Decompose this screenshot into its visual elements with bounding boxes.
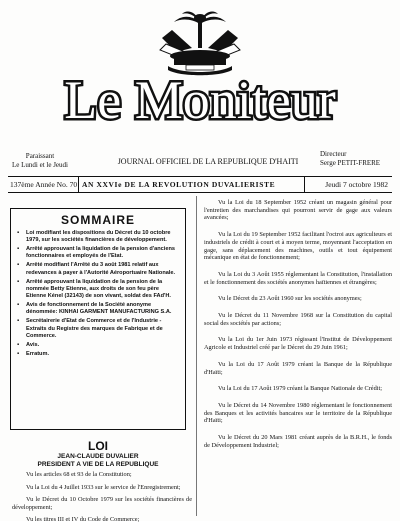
vu-paragraph: Vu le Décret du 14 Novembre 1980 réglementant le fonctionnement des Banques et les activités bancaires sur le territoire de la République d'Haïti; [204,401,392,425]
sommaire-box [10,208,186,430]
sommaire-title: SOMMAIRE [61,213,135,227]
vu-paragraph: Vu les titres III et IV du Code de Commerce; [26,516,140,524]
masthead-title [20,66,380,130]
vu-paragraph: Vu le Décret du 20 Mars 1981 créant auprès de la B.R.H., le fonds de Développement Industriel; [204,434,392,449]
loi-body-right [204,199,392,458]
column-divider [196,196,197,516]
journal-subtitle: JOURNAL OFFICIEL DE LA REPUBLIQUE D'HAITI [117,157,299,166]
loi-heading [10,440,186,469]
frequency-days: Le Lundi et le Jeudi [12,161,68,169]
sommaire-item: ▪ Arrêté approuvant la liquidation de la pension de la nommée Betty Etienne, aux droits de son feu père Etienne Kénel (32143) de son vivant, soldat des FAd'H. [17,279,179,301]
vu-paragraph: Vu le Décret du 10 Octobre 1979 sur les sociétés financières de développement; [12,496,192,511]
vu-paragraph: Vu la Loi du 18 September 1952 créant un magasin général pour l'entretien des marchandises qui pourront servir de gage aux valeurs avancées; [204,199,392,222]
loi-president-title: PRESIDENT A VIE DE LA REPUBLIQUE [37,461,159,468]
loi-title: LOI [88,439,108,453]
vu-paragraph: Vu la Loi du 4 Juillet 1933 sur le service de l'Enregistrement; [26,483,181,491]
director-name: Serge PETIT-FRERE [320,159,381,167]
sommaire-item: ▪ Erratum. [17,351,179,358]
sommaire-item: ▪ Arrêté approuvant la liquidation de la pension d'anciens fonctionnaires et employés de l'Etat. [17,246,179,261]
vu-paragraph: Vu la Loi du 17 Août 1979 créant la Banque Nationale de Crédit; [218,385,382,393]
frequency-label: Paraissant [25,152,55,160]
vu-paragraph: Vu la Loi du 1er Juin 1973 régissant l'Institut de Développement Agricole et Industriel créé par le Décret du 29 Juin 1961; [204,336,392,352]
vu-paragraph: Vu la Loi du 3 Août 1955 réglementant la Constitution, l'installation et le fonctionnement des sociétés anonymes haïtiennes et étrangères; [204,270,392,286]
sommaire-item: ▪ Secrétairerie d'Etat de Commerce et de l'Industrie - Extraits du Registre des marques de Fabrique et de Commerce. [17,318,179,340]
vu-paragraph: Vu le Décret du 11 Novembre 1968 sur la Constitution du capital social des sociétés par actions; [204,312,392,327]
issue-bar [8,176,392,193]
issue-bar-separator [304,177,305,192]
vu-paragraph: Vu les articles 68 et 93 de la Constitution; [26,471,132,478]
director-label: Directeur [320,150,347,158]
vu-paragraph: Vu le Décret du 23 Août 1960 sur les sociétés anonymes; [218,295,362,303]
issue-motto: AN XXVIe DE LA REVOLUTION DUVALIERISTE [82,180,276,189]
sommaire-item: ▪ Avis de fonctionnement de la Société anonyme dénommée: KINHAI GARMENT MANUFACTURING S.A. [17,302,179,317]
loi-president-name: JEAN-CLAUDE DUVALIER [57,453,139,460]
issue-date: Jeudi 7 octobre 1982 [325,180,388,189]
vu-paragraph: Vu la Loi du 19 September 1952 facilitant l'octroi aux agriculteurs et industriels de crédit à court et à moyen terme, moyennant l'acceptation en gage, sans déplacement des machines, outils et tout équipement mécanique en état de fonctionnement; [204,231,392,262]
issue-number: 137ème Année No. 70 [10,180,78,189]
sommaire-item: ▪ Arrêté modifiant l'Arrêté du 3 août 1981 relatif aux redevances à payer à l'Autorité Aéroportuaire Nationale. [17,262,179,277]
vu-paragraph: Vu la Loi du 17 Août 1979 créant la Banque de la République d'Haïti; [204,360,392,376]
masthead-title-text: Le Moniteur [64,70,336,130]
publication-frequency [12,152,68,170]
sommaire-list [17,230,179,358]
issue-bar-separator [78,177,79,192]
sommaire-item: ▪ Loi modifiant les dispositions du Décret du 10 octobre 1979, sur les sociétés financières de développement. [17,230,179,245]
director-info [320,150,380,168]
sommaire-item: ▪ Avis. [17,342,179,349]
loi-body-left [12,471,192,529]
